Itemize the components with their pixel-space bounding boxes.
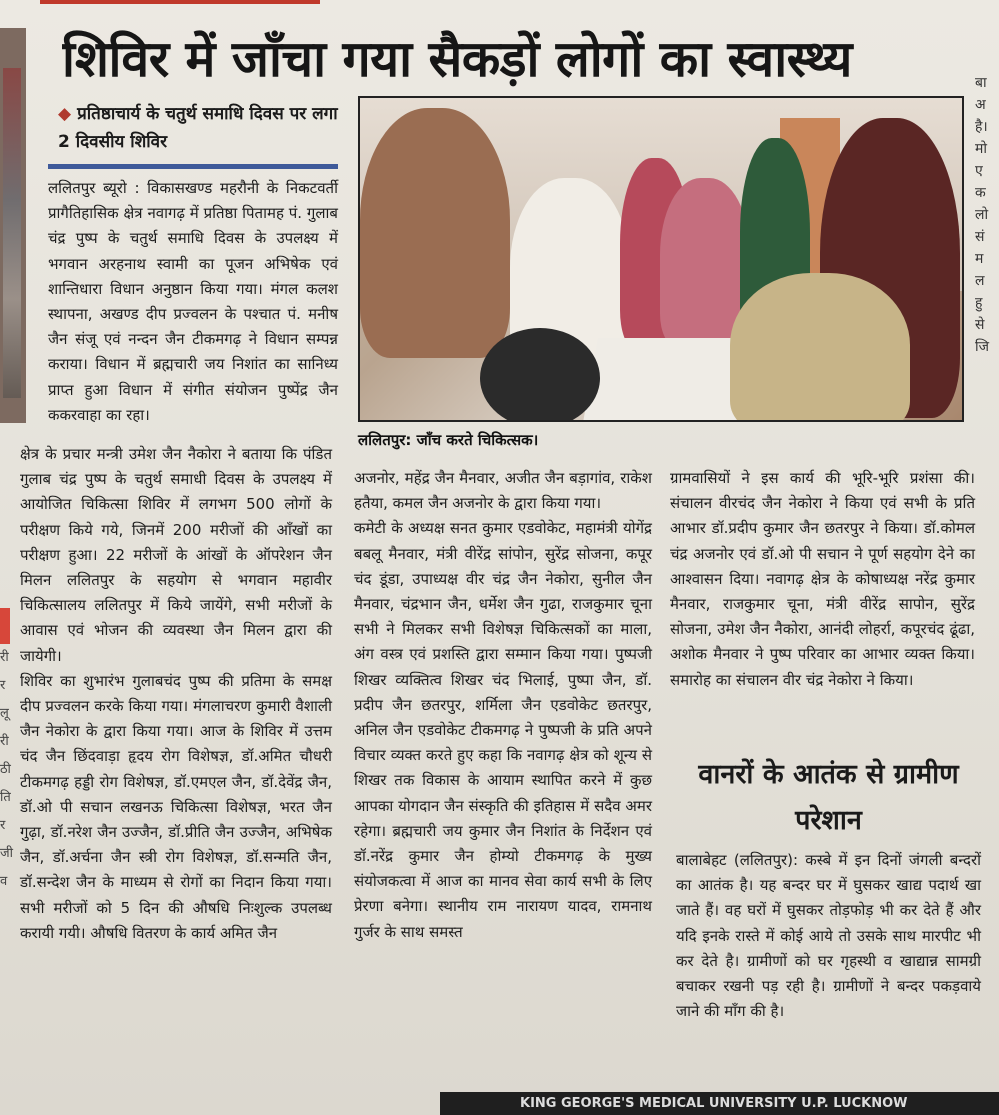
paragraph: क्षेत्र के प्रचार मन्त्री उमेश जैन नैकोरा ने बताया कि पंडित गुलाब चंद्र पुष्प के चतुर्थ समाधी दिवस के उपलक्ष्य में आयोजित चिकित्सा शिविर में लगभग 500 लोगों के परीक्षण किये गये, जिनमें 200 मरीजों की आँखों का परीक्षण हुआ। 22 मरीजों के आंखों के ऑपरेशन जैन मिलन ललितपुर के सहयोग से भगवान महावीर चिकित्सालय ललितपुर में किये जायेंगे, सभी मरीजों के आवास एवं भोजन की व्यवस्था जैन मिलन द्वारा की जायेगी। bbox=[20, 445, 332, 665]
diamond-bullet-icon: ◆ bbox=[58, 104, 72, 124]
adjacent-article-edge: बा अ है। मो ए क लो सं म ल हु से जि bbox=[975, 75, 990, 355]
photo-caption: ललितपुर: जाँच करते चिकित्सक। bbox=[358, 431, 539, 449]
paragraph: ग्रामवासियों ने इस कार्य की भूरि-भूरि प्रशंसा की। संचालन वीरचंद जैन नेकोरा ने किया एवं सभी के प्रति आभार डॉ.प्रदीप कुमार जैन छतरपुर ने किया। डॉ.कोमल चंद्र अजनोर एवं डॉ.ओ पी सचान ने पूर्ण सहयोग देने का आश्वासन दिया। नवागढ़ क्षेत्र के कोषाध्यक्ष नरेंद्र कुमार मैनवार, राजकुमार चूना, मंत्री वीरेंद्र सापोन, सुरेंद्र सोजना, उमेश जैन नैकोरा, आनंदी लोहर्रा, कपूरचंद ढूंढा, अशोक मैनवार ने पुष्प परिवार का आभार व्यक्त किया। समारोह का संचालन वीर चंद्र नेकोरा ने किया। bbox=[670, 469, 975, 689]
article-column-2 bbox=[354, 466, 652, 945]
secondary-headline: वानरों के आतंक से ग्रामीण परेशान bbox=[698, 759, 959, 836]
adjacent-photo-edge bbox=[0, 28, 26, 423]
paragraph: अजनोर, महेंद्र जैन मैनवार, अजीत जैन बड़ागांव, राकेश हतैया, कमल जैन अजनोर के द्वारा किया गया। bbox=[354, 469, 652, 513]
paragraph: ललितपुर ब्यूरो : विकासखण्ड महरौनी के निकटवर्ती प्रागैतिहासिक क्षेत्र नवागढ़ में प्रतिष्ठा पितामह पं. गुलाब चंद्र पुष्प के चतुर्थ समाधि दिवस के उपलक्ष्य में भगवान अरहनाथ स्वामी का पूजन अभिषेक एवं शान्तिधारा विधान अनुष्ठान किया गया। मंगल कलश स्थापना, अखण्ड दीप प्रज्वलन के पश्चात पं. मनीष जैन संजू एवं नन्दन जैन टीकमगढ़ ने विधान सम्पन्न कराया। विधान में ब्रह्मचारी जय निशांत का सानिध्य प्राप्त हुआ विधान में संगीत संयोजन पुष्पेंद्र जैन ककरवाहा का रहा। bbox=[48, 179, 338, 424]
article-column-1-lower bbox=[20, 442, 332, 946]
paragraph: कमेटी के अध्यक्ष सनत कुमार एडवोकेट, महामंत्री योगेंद्र बबलू मैनवार, मंत्री वीरेंद्र सांपोन, सुरेंद्र सोजना, कपूर चंद डूंडा, उपाध्यक्ष वीर चंद्र जैन नेकोरा, सुनील जैन मैनवार, चंद्रभान जैन, धर्मेश जैन गुढा, राजकुमार चूना सभी ने मिलकर सभी विशेषज्ञ चिकित्सकों का माला, अंग वस्त्र एवं प्रशस्ति द्वारा सम्मान किया गया। पुष्पजी शिखर व्यक्तित्व शिखर चंद भिलाई, पुष्पा जैन, डॉ. प्रदीप जैन छतरपुर, शर्मिला जैन एडवोकेट छतरपुर, अनिल जैन एडवोकेट टीकमगढ़ ने पुष्पजी के प्रति अपने विचार व्यक्त करते हुए कहा कि नवागढ़ क्षेत्र को शून्य से शिखर तक विकास के आयाम स्थापित करने में कुछ आपका योगदान जैन संस्कृति की इतिहास में सदैव अमर रहेगा। ब्रह्मचारी जय कुमार जैन निशांत के निर्देशन एवं डॉ.नरेंद्र कुमार जैन होम्यो टीकमगढ़ के मुख्य संयोजकत्वा में आज का मानव सेवा कार्य सभी के लिए प्रेरणा बनेगा। स्थानीय राम नारायण यादव, रामनाथ गुर्जर के साथ समस्त bbox=[354, 519, 652, 941]
left-adjacent-text-edge: री र लू री ठी ति र जी व bbox=[0, 600, 16, 980]
article-column-1 bbox=[48, 176, 338, 428]
news-photo bbox=[358, 96, 964, 422]
article-column-3 bbox=[670, 466, 975, 693]
subheadline-text: प्रतिष्ठाचार्य के चतुर्थ समाधि दिवस पर लगा 2 दिवसीय शिविर bbox=[58, 104, 338, 152]
subheadline bbox=[58, 100, 348, 156]
paragraph: बालाबेहट (ललितपुर): कस्बे में इन दिनों जंगली बन्दरों का आतंक है। यह बन्दर घर में घुसकर खाद्य पदार्थ खा जाते हैं। वह घरों में घुसकर तोड़फोड़ भी कर देते हैं और यदि इनके रास्ते में कोई आये तो उसके साथ मारपीट भी कर देते है। ग्रामीणों को घर गृहस्थी व खाद्यान्न सामग्री बचाकर रखनी पड़ रही है। ग्रामीणों ने बन्दर पकड़वाये जाने की माँग की है। bbox=[676, 851, 981, 1021]
paragraph: शिविर का शुभारंभ गुलाबचंद पुष्प की प्रतिमा के समक्ष दीप प्रज्वलन करके किया गया। मंगलाचरण कुमारी वैशाली जैन नेकोरा के द्वारा किया गया। आज के शिविर में उत्तम चंद जैन छिंदवाड़ा हृदय रोग विशेषज्ञ, डॉ.अमित चौधरी टीकमगढ़ हड्डी रोग विशेषज्ञ, डॉ.एमएल जैन, डॉ.देवेंद्र जैन, डॉ.ओ पी सचान लखनऊ चिकित्सा विशेषज्ञ, भरत जैन गुढ़ा, डॉ.नरेश जैन उज्जैन, डॉ.प्रीति जैन उज्जैन, अभिषेक जैन, डॉ.अर्चना जैन स्त्री रोग विशेषज्ञ, डॉ.सन्मति जैन, डॉ.सन्देश जैन के माध्यम से रोगों का निदान किया गया।सभी मरीजों को 5 दिन की औषधि निःशुल्क उपलब्ध करायी गयी। औषधि वितरण के कार्य अमित जैन bbox=[20, 671, 332, 942]
main-headline: शिविर में जाँचा गया सैकड़ों लोगों का स्वास्थ्य bbox=[62, 30, 852, 88]
red-tab bbox=[0, 608, 10, 644]
subhead-rule bbox=[48, 164, 338, 169]
secondary-article bbox=[676, 848, 981, 1024]
bottom-ad-strip: KING GEORGE'S MEDICAL UNIVERSITY U.P. LUCKNOW bbox=[440, 1092, 999, 1115]
top-red-rule bbox=[40, 0, 320, 4]
